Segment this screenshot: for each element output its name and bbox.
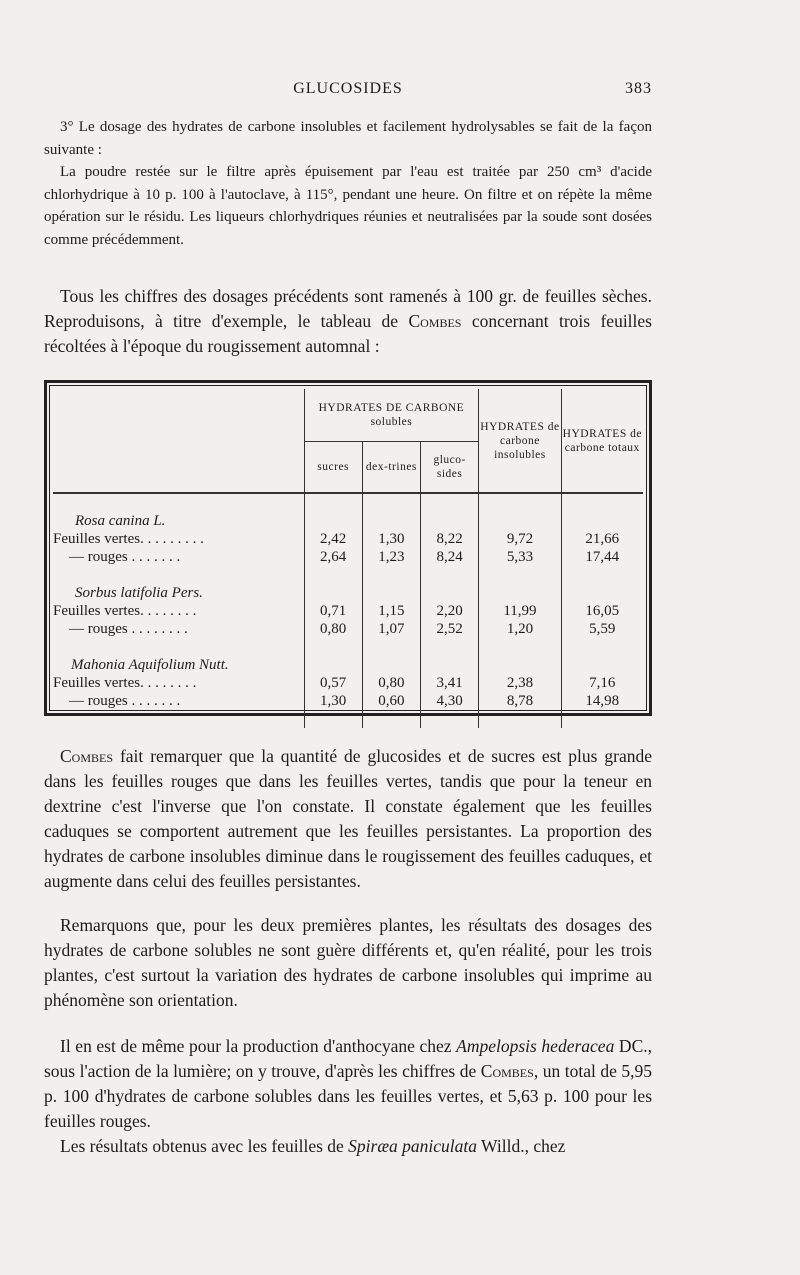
cell-sucres: 0,71 <box>304 602 362 620</box>
cell-dextrines: 1,07 <box>362 620 420 638</box>
intro-section <box>44 116 652 251</box>
header-totaux: HYDRATES de carbone totaux <box>561 389 643 493</box>
author-name: Combes <box>60 746 114 766</box>
paragraph-ampelopsis-text <box>44 1034 652 1134</box>
cell-sucres: 2,42 <box>304 530 362 548</box>
cell-totaux: 17,44 <box>561 548 643 566</box>
species-row <box>53 512 643 530</box>
running-head <box>44 80 652 102</box>
paragraph-ampelopsis <box>44 1034 652 1134</box>
cell-insolubles: 8,78 <box>479 692 561 710</box>
table-row <box>53 548 643 566</box>
data-table-frame <box>44 380 652 716</box>
cell-insolubles: 1,20 <box>479 620 561 638</box>
text-run: Les résultats obtenus avec les feuilles de <box>60 1136 349 1156</box>
row-label: — rouges . . . . . . . <box>69 549 181 565</box>
species-row <box>53 656 643 674</box>
species-name: Mahonia Aquifolium Nutt. <box>71 657 229 673</box>
text-run: Il en est de même pour la production d'anthocyane chez <box>60 1036 457 1056</box>
cell-dextrines: 1,30 <box>362 530 420 548</box>
table-row <box>53 620 643 638</box>
paragraph-remarquons <box>44 913 652 1013</box>
species-row <box>53 584 643 602</box>
author-name: Combes <box>480 1061 534 1081</box>
header-sucres: sucres <box>304 441 362 493</box>
paragraph-combes <box>44 744 652 894</box>
paragraph-combes-text <box>44 744 652 894</box>
cell-dextrines: 0,60 <box>362 692 420 710</box>
intro-paragraph-2: La poudre restée sur le filtre après épuisement par l'eau est traitée par 250 cm³ d'acide chlorhydrique à 10 p. 100 à l'autoclave, à 115°, pendant une heure. On filtre et on répète la même opération sur le résidu. Les liqueurs chlorhydriques réunies et neutralisées par la soude sont dosées comme précédemment. <box>44 164 652 248</box>
cell-dextrines: 0,80 <box>362 674 420 692</box>
paragraph-last <box>44 1134 652 1159</box>
table-row <box>53 530 643 548</box>
table-row <box>53 692 643 710</box>
cell-sucres: 2,64 <box>304 548 362 566</box>
paragraph-last-text <box>44 1134 652 1159</box>
cell-sucres: 0,80 <box>304 620 362 638</box>
cell-glucosides: 2,52 <box>421 620 479 638</box>
text-run: Willd., chez <box>477 1136 566 1156</box>
header-dextrines: dex-trines <box>362 441 420 493</box>
data-table <box>53 389 643 728</box>
cell-glucosides: 4,30 <box>421 692 479 710</box>
table-row <box>53 674 643 692</box>
species-name: Spiræa paniculata <box>348 1136 477 1156</box>
species-name: Sorbus latifolia Pers. <box>75 585 203 601</box>
species-name: Ampelopsis hederacea <box>456 1036 615 1056</box>
cell-totaux: 21,66 <box>561 530 643 548</box>
paragraph-remarquons-text: Remarquons que, pour les deux premières plantes, les résultats des dosages des hydrates de carbone solubles ne sont guère différents et, qu'en réalité, pour les trois plantes, c'est surtout la variation des hydrates de carbone insolubles qui imprime au phénomène son orientation. <box>44 915 652 1010</box>
cell-sucres: 0,57 <box>304 674 362 692</box>
paragraph-tous-text <box>44 284 652 359</box>
intro-paragraph-1: 3° Le dosage des hydrates de carbone insolubles et facilement hydrolysables se fait de la façon suivante : <box>44 119 652 158</box>
cell-glucosides: 3,41 <box>421 674 479 692</box>
cell-insolubles: 5,33 <box>479 548 561 566</box>
cell-insolubles: 11,99 <box>479 602 561 620</box>
table-row <box>53 602 643 620</box>
label-header <box>53 389 304 493</box>
header-glucosides: gluco-sides <box>421 441 479 493</box>
cell-sucres: 1,30 <box>304 692 362 710</box>
text-run: DC., sous l'action de la lumière; on y trouve, d'après les chiffres de <box>44 1036 652 1081</box>
header-insolubles: HYDRATES de carbone insolubles <box>479 389 561 493</box>
page-number: 383 <box>625 80 652 97</box>
row-label: Feuilles vertes. . . . . . . . . <box>53 531 204 547</box>
cell-insolubles: 2,38 <box>479 674 561 692</box>
header-solubles: HYDRATES DE CARBONE solubles <box>304 389 479 441</box>
row-label: — rouges . . . . . . . . <box>69 621 188 637</box>
cell-totaux: 16,05 <box>561 602 643 620</box>
text-run: concernant trois feuilles récoltées à l'époque du rougissement automnal : <box>44 311 652 356</box>
species-name: Rosa canina L. <box>75 513 166 529</box>
cell-dextrines: 1,23 <box>362 548 420 566</box>
author-name: Combes <box>408 311 462 331</box>
cell-totaux: 5,59 <box>561 620 643 638</box>
cell-totaux: 14,98 <box>561 692 643 710</box>
text-run: fait remarquer que la quantité de glucosides et de sucres est plus grande dans les feuilles rouges que dans les feuilles vertes, tandis que pour la teneur en dextrine c'est l'inverse que l'on constate. Il constate également que les feuilles caduques se comportent autrement que les feuilles persistantes. La proportion des hydrates de carbone insolubles diminue dans le rougissement des feuilles caduques, et augmente dans celui des feuilles persistantes. <box>44 746 652 891</box>
cell-glucosides: 2,20 <box>421 602 479 620</box>
cell-dextrines: 1,15 <box>362 602 420 620</box>
row-label: Feuilles vertes. . . . . . . . <box>53 675 197 691</box>
text-run: Tous les chiffres des dosages précédents sont ramenés à 100 gr. de feuilles sèches. Reproduisons, à titre d'exemple, le tableau de <box>44 286 652 331</box>
cell-glucosides: 8,24 <box>421 548 479 566</box>
text-run: , un total de 5,95 p. 100 d'hydrates de carbone solubles dans les feuilles vertes, et 5,63 p. 100 pour les feuilles rouges. <box>44 1061 652 1131</box>
cell-totaux: 7,16 <box>561 674 643 692</box>
row-label: Feuilles vertes. . . . . . . . <box>53 603 197 619</box>
paragraph-tous <box>44 284 652 359</box>
cell-insolubles: 9,72 <box>479 530 561 548</box>
page-title: GLUCOSIDES <box>293 80 403 97</box>
row-label: — rouges . . . . . . . <box>69 693 181 709</box>
cell-glucosides: 8,22 <box>421 530 479 548</box>
